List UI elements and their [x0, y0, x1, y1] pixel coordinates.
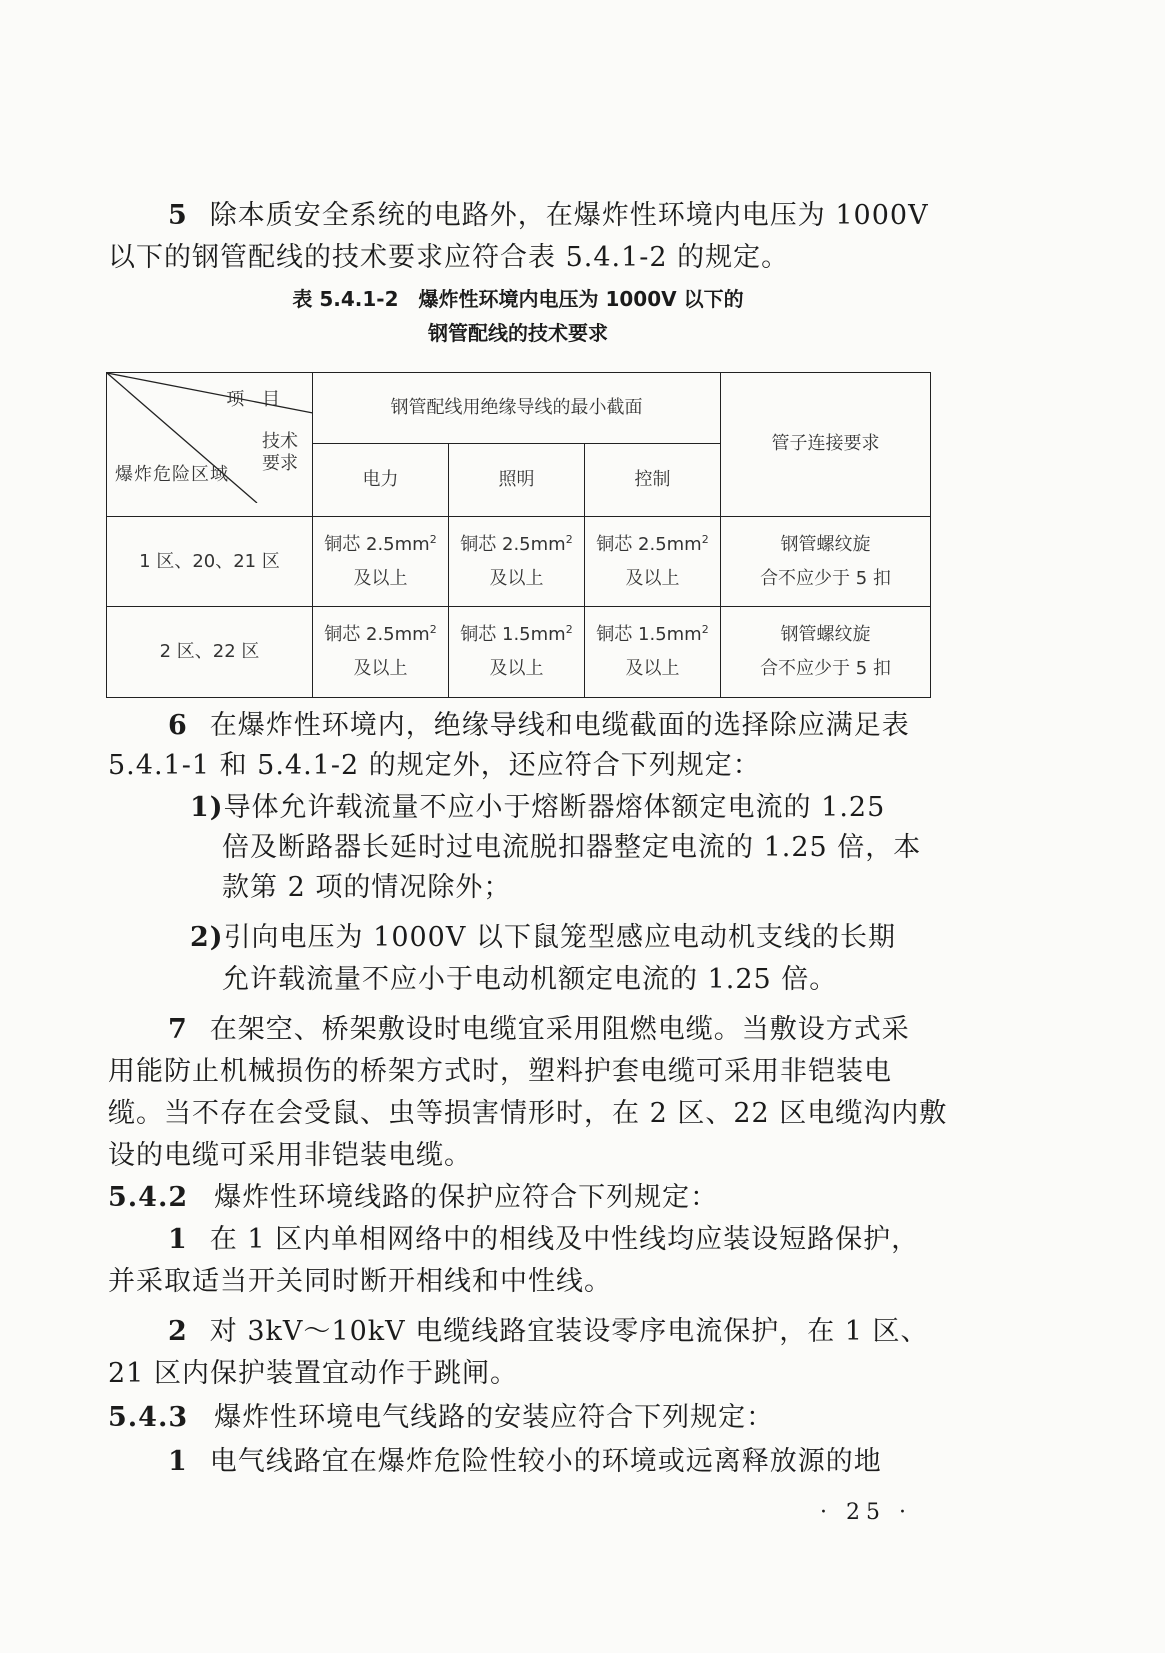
para6-item1-line1: 1)导体允许载流量不应小于熔断器熔体额定电流的 1.25 [190, 792, 886, 823]
para6-line2: 5.4.1-1 和 5.4.1-2 的规定外，还应符合下列规定： [108, 750, 761, 781]
control-cell: 铜芯 $1.5mm^2$ 及以上 [585, 607, 721, 698]
zone-cell: 2 区、22 区 [107, 607, 313, 698]
para6-item2-line2: 允许载流量不应小于电动机额定电流的 1.25 倍。 [222, 964, 838, 995]
header-lighting: 照明 [449, 443, 585, 516]
section-5-4-3-heading: 5.4.3 爆炸性环境电气线路的安装应符合下列规定： [108, 1402, 775, 1433]
table-corner-cell [107, 373, 313, 517]
power-cell: 铜芯 $2.5mm^2$ 及以上 [313, 607, 449, 698]
lighting-cell: 铜芯 $1.5mm^2$ 及以上 [449, 607, 585, 698]
para6-item1-line3: 款第 2 项的情况除外； [222, 872, 512, 903]
table-caption-line2: 钢管配线的技术要求 [428, 321, 608, 345]
para5-line2: 以下的钢管配线的技术要求应符合表 5.4.1-2 的规定。 [108, 242, 790, 273]
pipe-cell: 钢管螺纹旋 合不应少于 5 扣 [721, 516, 931, 607]
table-row [107, 516, 931, 607]
control-cell: 铜芯 $2.5mm^2$ 及以上 [585, 516, 721, 607]
wiring-spec-table [106, 372, 931, 698]
table-caption-line1: 表 5.4.1-2 爆炸性环境内电压为 1000V 以下的 [292, 287, 744, 311]
header-pipe-connection: 管子连接要求 [721, 373, 931, 517]
para6-item1-line2: 倍及断路器长延时过电流脱扣器整定电流的 1.25 倍，本 [222, 832, 922, 863]
page-number: · 25 · [820, 1500, 912, 1525]
para7-line4: 设的电缆可采用非铠装电缆。 [108, 1140, 472, 1171]
para7-line3: 缆。当不存在会受鼠、虫等损害情形时，在 2 区、22 区电缆沟内敷 [108, 1098, 948, 1129]
header-power: 电力 [313, 443, 449, 516]
pipe-cell: 钢管螺纹旋 合不应少于 5 扣 [721, 607, 931, 698]
header-min-section: 钢管配线用绝缘导线的最小截面 [313, 373, 721, 444]
para7-line1: 7 在架空、桥架敷设时电缆宜采用阻燃电缆。当敷设方式采 [168, 1014, 910, 1045]
sec542-item2-line2: 21 区内保护装置宜动作于跳闸。 [108, 1358, 518, 1389]
corner-label-tech: 技术要求 [262, 431, 298, 474]
para7-line2: 用能防止机械损伤的桥架方式时，塑料护套电缆可采用非铠装电 [108, 1056, 892, 1087]
para6-item2-line1: 2)引向电压为 1000V 以下鼠笼型感应电动机支线的长期 [190, 922, 896, 953]
corner-label-item: 项 目 [226, 389, 286, 410]
para5-line1: 5 除本质安全系统的电路外，在爆炸性环境内电压为 1000V [168, 200, 929, 231]
table-row [107, 607, 931, 698]
sec542-item1-line1: 1 在 1 区内单相网络中的相线及中性线均应装设短路保护， [168, 1224, 920, 1255]
sec542-item1-line2: 并采取适当开关同时断开相线和中性线。 [108, 1266, 612, 1297]
zone-cell: 1 区、20、21 区 [107, 516, 313, 607]
lighting-cell: 铜芯 $2.5mm^2$ 及以上 [449, 516, 585, 607]
para6-line1: 6 在爆炸性环境内，绝缘导线和电缆截面的选择除应满足表 [168, 710, 910, 741]
sec543-item1-line1: 1 电气线路宜在爆炸危险性较小的环境或远离释放源的地 [168, 1446, 882, 1477]
section-5-4-2-heading: 5.4.2 爆炸性环境线路的保护应符合下列规定： [108, 1182, 719, 1213]
corner-label-zone: 爆炸危险区域 [115, 463, 229, 485]
header-control: 控制 [585, 443, 721, 516]
sec542-item2-line1: 2 对 3kV～10kV 电缆线路宜装设零序电流保护，在 1 区、 [168, 1316, 929, 1347]
power-cell: 铜芯 $2.5mm^2$ 及以上 [313, 516, 449, 607]
